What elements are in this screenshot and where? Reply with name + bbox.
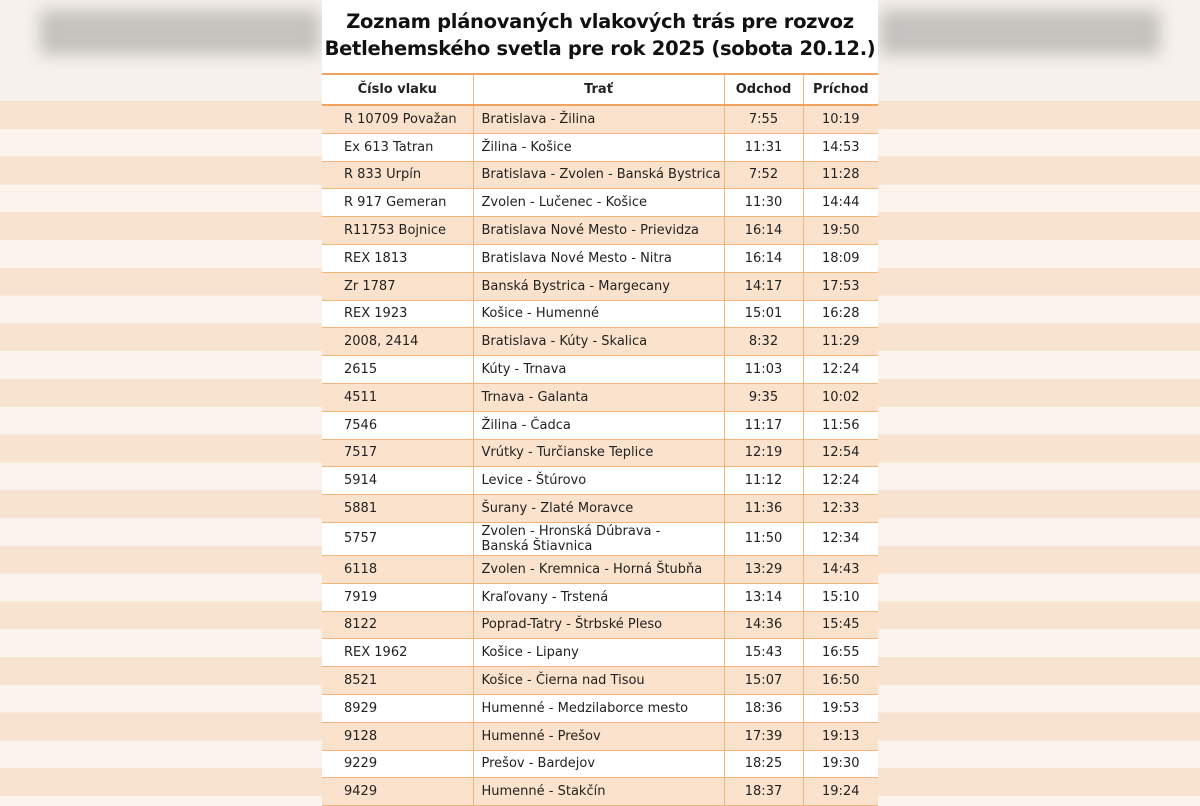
- header-departure: Odchod: [724, 74, 803, 105]
- blurred-background-title: [40, 10, 320, 55]
- departure-time: 18:25: [724, 750, 803, 778]
- arrival-time: 10:19: [803, 105, 878, 133]
- departure-time: 16:14: [724, 217, 803, 245]
- arrival-time: 12:54: [803, 439, 878, 467]
- table-row: [322, 467, 878, 495]
- route: Žilina - Košice: [473, 133, 724, 161]
- arrival-time: 12:24: [803, 467, 878, 495]
- arrival-time: 19:13: [803, 722, 878, 750]
- route: Prešov - Bardejov: [473, 750, 724, 778]
- train-number: 5881: [322, 495, 473, 523]
- departure-time: 11:03: [724, 356, 803, 384]
- arrival-time: 16:50: [803, 667, 878, 695]
- departure-time: 18:37: [724, 778, 803, 806]
- route: Košice - Humenné: [473, 300, 724, 328]
- table-row: [322, 667, 878, 695]
- table-row: [322, 217, 878, 245]
- table-row: [322, 189, 878, 217]
- train-number: 8122: [322, 611, 473, 639]
- table-row: [322, 161, 878, 189]
- arrival-time: 14:53: [803, 133, 878, 161]
- route: Zvolen - Lučenec - Košice: [473, 189, 724, 217]
- train-number: 5757: [322, 522, 473, 555]
- route: Bratislava - Žilina: [473, 105, 724, 133]
- train-number: Ex 613 Tatran: [322, 133, 473, 161]
- route: Trnava - Galanta: [473, 383, 724, 411]
- train-number: REX 1813: [322, 244, 473, 272]
- departure-time: 15:07: [724, 667, 803, 695]
- route: Humenné - Stakčín: [473, 778, 724, 806]
- arrival-time: 14:43: [803, 555, 878, 583]
- schedule-document: [322, 0, 878, 800]
- train-number: R 10709 Považan: [322, 105, 473, 133]
- route: Bratislava Nové Mesto - Nitra: [473, 244, 724, 272]
- train-number: Zr 1787: [322, 272, 473, 300]
- departure-time: 11:30: [724, 189, 803, 217]
- arrival-time: 15:10: [803, 583, 878, 611]
- table-row: [322, 272, 878, 300]
- route: Zvolen - Kremnica - Horná Štubňa: [473, 555, 724, 583]
- route: Humenné - Prešov: [473, 722, 724, 750]
- table-row: [322, 750, 878, 778]
- route: Levice - Štúrovo: [473, 467, 724, 495]
- table-row: [322, 694, 878, 722]
- arrival-time: 12:24: [803, 356, 878, 384]
- arrival-time: 15:45: [803, 611, 878, 639]
- route: Poprad-Tatry - Štrbské Pleso: [473, 611, 724, 639]
- route: Žilina - Čadca: [473, 411, 724, 439]
- train-number: 4511: [322, 383, 473, 411]
- blurred-background-title: [880, 10, 1160, 55]
- departure-time: 11:12: [724, 467, 803, 495]
- train-number: 8929: [322, 694, 473, 722]
- arrival-time: 12:33: [803, 495, 878, 523]
- arrival-time: 10:02: [803, 383, 878, 411]
- route: Bratislava - Zvolen - Banská Bystrica: [473, 161, 724, 189]
- header-route: Trať: [473, 74, 724, 105]
- table-row: [322, 495, 878, 523]
- route: Šurany - Zlaté Moravce: [473, 495, 724, 523]
- table-row: [322, 383, 878, 411]
- table-row: [322, 722, 878, 750]
- train-number: 7517: [322, 439, 473, 467]
- table-row: [322, 356, 878, 384]
- departure-time: 9:35: [724, 383, 803, 411]
- route: Kraľovany - Trstená: [473, 583, 724, 611]
- departure-time: 11:31: [724, 133, 803, 161]
- table-row: [322, 583, 878, 611]
- table-row: [322, 300, 878, 328]
- departure-time: 11:36: [724, 495, 803, 523]
- train-number: 9128: [322, 722, 473, 750]
- train-number: 7546: [322, 411, 473, 439]
- table-row: [322, 244, 878, 272]
- train-schedule-table: [322, 73, 878, 806]
- arrival-time: 19:50: [803, 217, 878, 245]
- train-number: R 917 Gemeran: [322, 189, 473, 217]
- route: Košice - Čierna nad Tisou: [473, 667, 724, 695]
- arrival-time: 12:34: [803, 522, 878, 555]
- departure-time: 8:32: [724, 328, 803, 356]
- table-row: [322, 411, 878, 439]
- train-number: 7919: [322, 583, 473, 611]
- train-number: 8521: [322, 667, 473, 695]
- train-number: 2615: [322, 356, 473, 384]
- departure-time: 14:17: [724, 272, 803, 300]
- departure-time: 11:17: [724, 411, 803, 439]
- route: Banská Bystrica - Margecany: [473, 272, 724, 300]
- table-row: [322, 555, 878, 583]
- table-row: [322, 133, 878, 161]
- train-number: R11753 Bojnice: [322, 217, 473, 245]
- table-row: [322, 778, 878, 806]
- departure-time: 18:36: [724, 694, 803, 722]
- train-number: 6118: [322, 555, 473, 583]
- departure-time: 7:52: [724, 161, 803, 189]
- departure-time: 16:14: [724, 244, 803, 272]
- arrival-time: 11:29: [803, 328, 878, 356]
- arrival-time: 18:09: [803, 244, 878, 272]
- train-number: REX 1923: [322, 300, 473, 328]
- arrival-time: 17:53: [803, 272, 878, 300]
- arrival-time: 19:24: [803, 778, 878, 806]
- route: Zvolen - Hronská Dúbrava - Banská Štiavnica: [473, 522, 724, 555]
- table-row: [322, 439, 878, 467]
- departure-time: 15:43: [724, 639, 803, 667]
- departure-time: 17:39: [724, 722, 803, 750]
- arrival-time: 11:28: [803, 161, 878, 189]
- table-row: [322, 611, 878, 639]
- train-number: 5914: [322, 467, 473, 495]
- arrival-time: 16:28: [803, 300, 878, 328]
- departure-time: 7:55: [724, 105, 803, 133]
- table-row: [322, 328, 878, 356]
- train-number: 2008, 2414: [322, 328, 473, 356]
- title-line-2: Betlehemského svetla pre rok 2025 (sobota 20.12.): [324, 37, 876, 60]
- route: Kúty - Trnava: [473, 356, 724, 384]
- arrival-time: 16:55: [803, 639, 878, 667]
- table-header-row: [322, 74, 878, 105]
- route: Humenné - Medzilaborce mesto: [473, 694, 724, 722]
- route: Vrútky - Turčianske Teplice: [473, 439, 724, 467]
- departure-time: 13:14: [724, 583, 803, 611]
- train-number: R 833 Urpín: [322, 161, 473, 189]
- arrival-time: 19:53: [803, 694, 878, 722]
- header-arrival: Príchod: [803, 74, 878, 105]
- departure-time: 11:50: [724, 522, 803, 555]
- route: Košice - Lipany: [473, 639, 724, 667]
- train-number: REX 1962: [322, 639, 473, 667]
- train-number: 9229: [322, 750, 473, 778]
- train-number: 9429: [322, 778, 473, 806]
- title-line-1: Zoznam plánovaných vlakových trás pre rozvoz: [346, 10, 854, 33]
- table-row: [322, 522, 878, 555]
- arrival-time: 19:30: [803, 750, 878, 778]
- departure-time: 13:29: [724, 555, 803, 583]
- arrival-time: 14:44: [803, 189, 878, 217]
- departure-time: 12:19: [724, 439, 803, 467]
- departure-time: 15:01: [724, 300, 803, 328]
- table-row: [322, 105, 878, 133]
- document-title: [322, 0, 878, 73]
- departure-time: 14:36: [724, 611, 803, 639]
- table-row: [322, 639, 878, 667]
- route: Bratislava - Kúty - Skalica: [473, 328, 724, 356]
- route: Bratislava Nové Mesto - Prievidza: [473, 217, 724, 245]
- arrival-time: 11:56: [803, 411, 878, 439]
- header-train: Číslo vlaku: [322, 74, 473, 105]
